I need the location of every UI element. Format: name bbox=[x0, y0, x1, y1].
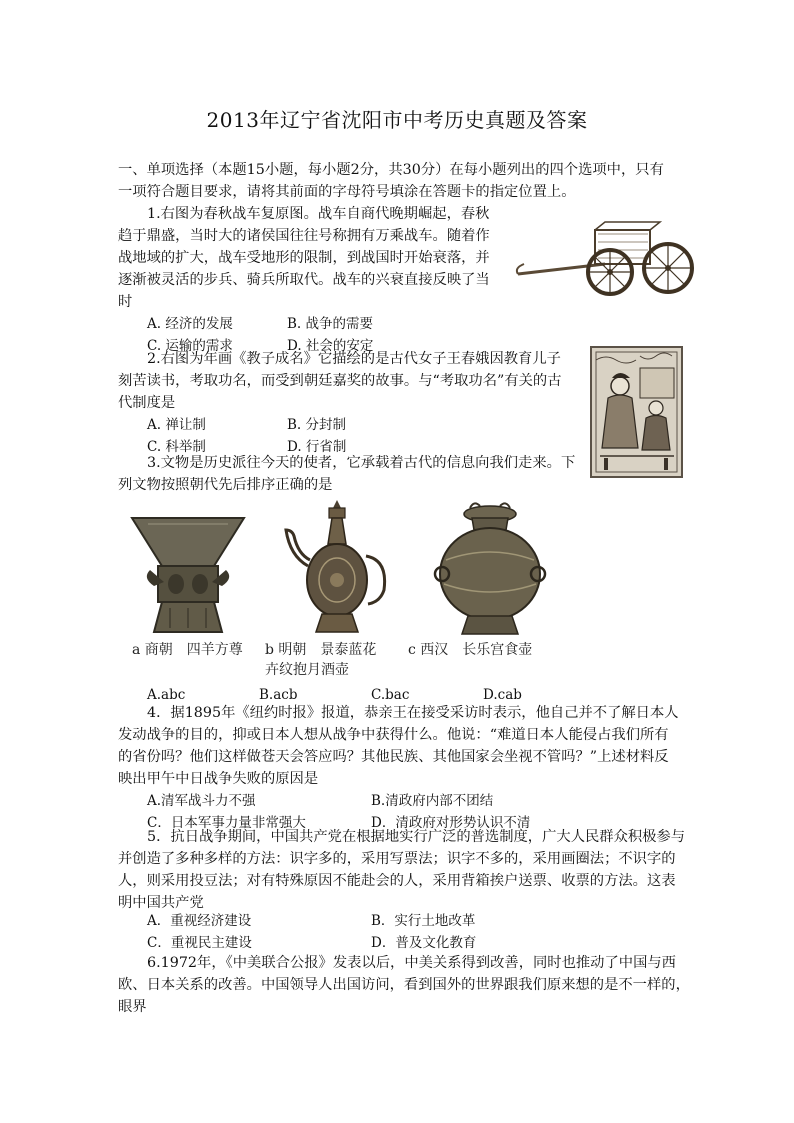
q6-line-2: 欧、日本关系的改善。中国领导人出国访问，看到国外的世界跟我们原来想的是不一样的， bbox=[118, 977, 690, 993]
page-title: 2013年辽宁省沈阳市中考历史真题及答案 bbox=[206, 108, 588, 132]
q1-option-c: C. 运输的需求 bbox=[147, 338, 233, 354]
q4-line-1: 4．据1895年《纽约时报》报道，恭亲王在接受采访时表示，他自己并不了解日本人 bbox=[147, 705, 679, 721]
q4-line-4: 映出甲午中日战争失败的原因是 bbox=[118, 771, 319, 787]
q6-line-1: 6.1972年，《中美联合公报》发表以后，中美关系得到改善，同时也推动了中国与西 bbox=[147, 955, 676, 971]
han-food-vessel-image bbox=[430, 500, 550, 638]
q5-option-a: A．重视经济建设 bbox=[147, 913, 252, 929]
q5-line-1: 5．抗日战争期间，中国共产党在根据地实行广泛的普选制度，广大人民群众积极参与 bbox=[147, 829, 686, 845]
new-year-painting-image bbox=[590, 346, 683, 478]
section-instruction-line-1: 一、单项选择（本题15小题，每小题2分，共30分）在每小题列出的四个选项中，只有 bbox=[118, 162, 664, 178]
q1-option-b: B. 战争的需要 bbox=[287, 316, 374, 332]
q3-option-d: D.cab bbox=[483, 687, 522, 703]
q1-line-1: 1.右图为春秋战车复原图。战车自商代晚期崛起，春秋 bbox=[147, 206, 490, 222]
q5-option-d: D．普及文化教育 bbox=[371, 935, 477, 951]
q1-line-2: 趋于鼎盛，当时大的诸侯国往往号称拥有万乘战车。随着作 bbox=[118, 228, 490, 244]
caption-a: a 商朝 四羊方尊 bbox=[132, 642, 243, 658]
q5-option-b: B．实行土地改革 bbox=[371, 913, 476, 929]
q3-option-a: A.abc bbox=[147, 687, 186, 703]
q2-line-2: 刻苦读书，考取功名，而受到朝廷嘉奖的故事。与“考取功名”有关的古 bbox=[118, 373, 562, 389]
caption-b-line-1: b 明朝 景泰蓝花 bbox=[265, 642, 377, 658]
q2-option-d: D. 行省制 bbox=[287, 439, 347, 455]
cloisonne-ewer-image bbox=[282, 496, 392, 638]
q5-line-3: 人，则采用投豆法；对有特殊原因不能赴会的人，采用背箱挨户送票、收票的方法。这表 bbox=[118, 873, 676, 889]
q2-option-a: A. 禅让制 bbox=[147, 417, 206, 433]
q4-option-a: A.清军战斗力不强 bbox=[147, 793, 256, 809]
q1-option-a: A. 经济的发展 bbox=[147, 316, 233, 332]
q1-line-4: 逐渐被灵活的步兵、骑兵所取代。战车的兴衰直接反映了当 bbox=[118, 272, 490, 288]
q4-option-b: B.清政府内部不团结 bbox=[371, 793, 494, 809]
q5-line-2: 并创造了多种多样的方法：识字多的，采用写票法；识字不多的，采用画圈法；不识字的 bbox=[118, 851, 676, 867]
q4-line-2: 发动战争的目的，抑或日本人想从战争中获得什么。他说：“难道日本人能侵占我们所有 bbox=[118, 727, 669, 743]
q2-line-1: 2.右图为年画《教子成名》它描绘的是古代女子王春娥因教育儿子 bbox=[147, 351, 561, 367]
q6-line-3: 眼界 bbox=[118, 999, 147, 1015]
q3-line-2: 列文物按照朝代先后排序正确的是 bbox=[118, 477, 333, 493]
caption-b-line-2: 卉纹抱月酒壶 bbox=[265, 662, 349, 678]
q3-option-c: C.bac bbox=[371, 687, 410, 703]
q4-option-c: C．日本军事力量非常强大 bbox=[147, 815, 306, 831]
q5-line-4: 明中国共产党 bbox=[118, 895, 204, 911]
q5-option-c: C．重视民主建设 bbox=[147, 935, 252, 951]
q3-option-b: B.acb bbox=[259, 687, 298, 703]
q3-line-1: 3.文物是历史派往今天的使者，它承载着古代的信息向我们走来。下 bbox=[147, 455, 576, 471]
q1-option-d: D. 社会的安定 bbox=[287, 338, 374, 354]
q2-option-b: B. 分封制 bbox=[287, 417, 347, 433]
four-ram-zun-image bbox=[128, 508, 248, 636]
q4-option-d: D．清政府对形势认识不清 bbox=[371, 815, 531, 831]
q2-option-c: C. 科举制 bbox=[147, 439, 206, 455]
q4-line-3: 的省份吗？他们这样做苍天会答应吗？其他民族、其他国家会坐视不管吗？”上述材料反 bbox=[118, 749, 669, 765]
caption-c: c 西汉 长乐宫食壶 bbox=[408, 642, 533, 658]
q2-line-3: 代制度是 bbox=[118, 395, 176, 411]
section-instruction-line-2: 一项符合题目要求，请将其前面的字母符号填涂在答题卡的指定位置上。 bbox=[118, 184, 576, 200]
q1-line-3: 战地域的扩大，战车受地形的限制，到战国时开始衰落，并 bbox=[118, 250, 490, 266]
q1-line-5: 时 bbox=[118, 294, 133, 310]
chariot-image bbox=[510, 212, 700, 312]
